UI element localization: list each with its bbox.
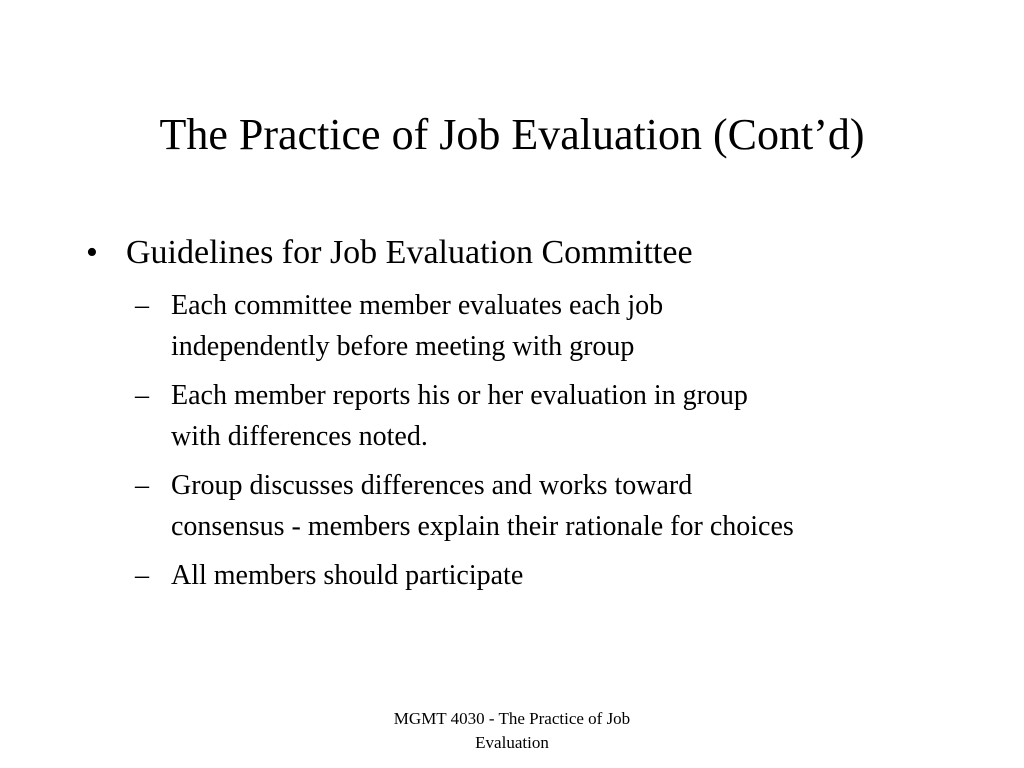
footer-line: Evaluation [475, 733, 549, 752]
sub-bullet-item [135, 555, 995, 596]
sub-bullet-item [135, 375, 995, 457]
sub-bullet-line: independently before meeting with group [171, 331, 635, 362]
sub-bullet-marker: – [135, 470, 149, 501]
sub-bullet-item [135, 285, 995, 367]
sub-bullet-list [135, 285, 995, 604]
slide-footer [362, 707, 662, 755]
sub-bullet-line: Each committee member evaluates each job [171, 290, 664, 321]
sub-bullet-line: Group discusses differences and works toward [171, 470, 693, 501]
sub-bullet-marker: – [135, 560, 149, 591]
bullet-marker: • [86, 234, 98, 271]
bullet-text: Guidelines for Job Evaluation Committee [126, 234, 693, 271]
sub-bullet-marker: – [135, 290, 149, 321]
footer-line: MGMT 4030 - The Practice of Job [393, 709, 631, 728]
sub-bullet-line: with differences noted. [171, 421, 428, 452]
slide-title: The Practice of Job Evaluation (Cont’d) [159, 110, 865, 159]
sub-bullet-marker: – [135, 380, 149, 411]
sub-bullet-line: All members should participate [171, 560, 524, 591]
sub-bullet-line: consensus - members explain their rationale for choices [171, 511, 794, 542]
sub-bullet-line: Each member reports his or her evaluation in group [171, 380, 748, 411]
sub-bullet-item [135, 465, 995, 547]
